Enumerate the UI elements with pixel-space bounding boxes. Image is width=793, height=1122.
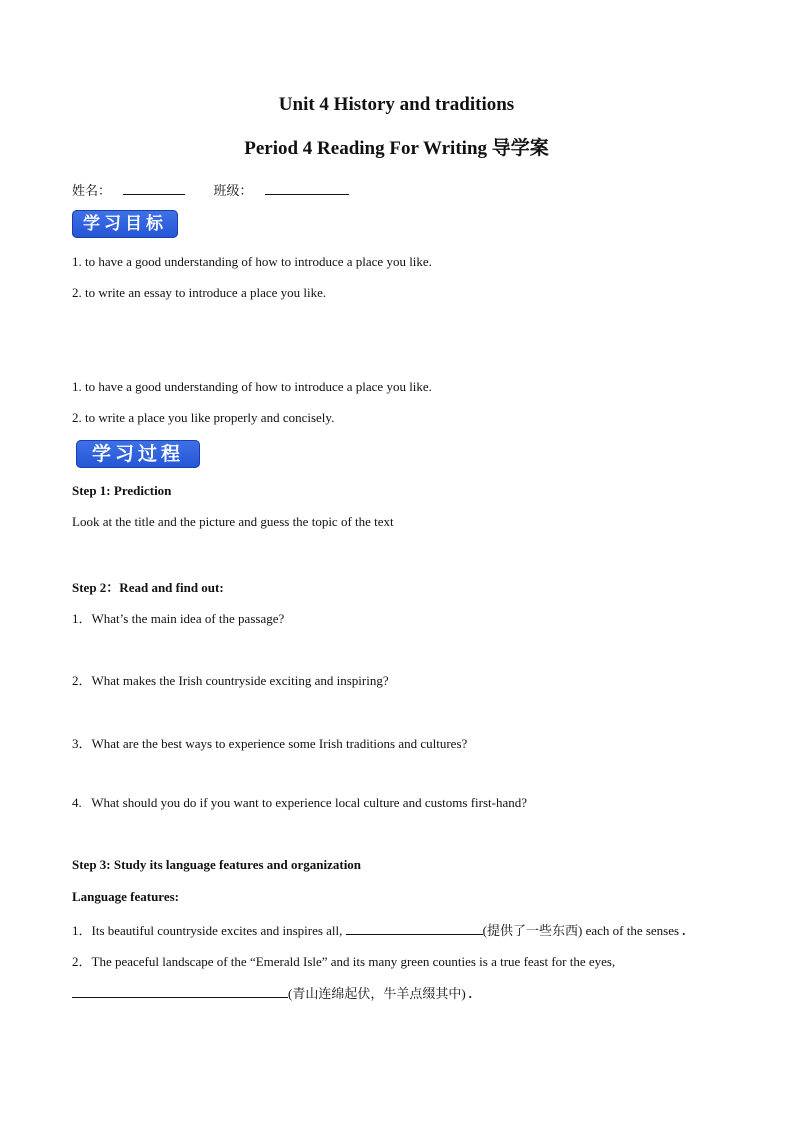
question-2: 2．What makes the Irish countryside exciting and inspiring?	[72, 673, 389, 688]
step1-heading: Step 1: Prediction	[72, 483, 172, 498]
class-label: 班级：	[213, 184, 253, 199]
name-label: 姓名：	[72, 184, 112, 199]
process-badge: 学习过程	[76, 440, 200, 468]
document-title: Unit 4 History and traditions	[278, 94, 515, 115]
step1-text: Look at the title and the picture and guess the topic of the text	[72, 514, 394, 529]
question-4: 4. What should you do if you want to experience local culture and customs first-hand?	[72, 795, 527, 810]
item1-text-after: each of the senses	[582, 923, 680, 938]
question-3: 3．What are the best ways to experience some Irish traditions and cultures?	[72, 736, 468, 751]
goal-3: 1. to have a good understanding of how to introduce a place you like.	[72, 379, 432, 394]
student-info-row	[72, 180, 349, 199]
language-item-2-cont	[72, 983, 472, 1002]
document-subtitle: Period 4 Reading For Writing 导学案	[244, 138, 549, 159]
language-item-1	[72, 920, 685, 939]
class-blank[interactable]	[265, 181, 349, 195]
step2-heading: Step 2：Read and find out:	[72, 580, 224, 595]
item1-text-before: 1．Its beautiful countryside excites and inspires all,	[72, 923, 346, 938]
name-blank[interactable]	[123, 181, 185, 195]
item1-hint: (提供了一些东西)	[482, 923, 583, 938]
item1-blank[interactable]	[346, 921, 483, 935]
language-features-heading: Language features:	[72, 889, 180, 904]
step3-heading: Step 3: Study its language features and organization	[72, 857, 362, 872]
language-item-2: 2．The peaceful landscape of the “Emerald Isle” and its many green counties is a true feast for the eyes,	[72, 954, 616, 969]
item2-blank[interactable]	[72, 984, 288, 998]
item2-period: .	[468, 986, 472, 1001]
item1-period: .	[682, 923, 686, 938]
item2-hint: (青山连绵起伏，牛羊点缀其中)	[288, 986, 466, 1001]
goals-badge: 学习目标	[72, 210, 178, 238]
goal-2: 2. to write an essay to introduce a place you like.	[72, 285, 327, 300]
question-1: 1．What’s the main idea of the passage?	[72, 611, 285, 626]
goal-4: 2. to write a place you like properly and concisely.	[72, 410, 335, 425]
goal-1: 1. to have a good understanding of how to introduce a place you like.	[72, 254, 432, 269]
